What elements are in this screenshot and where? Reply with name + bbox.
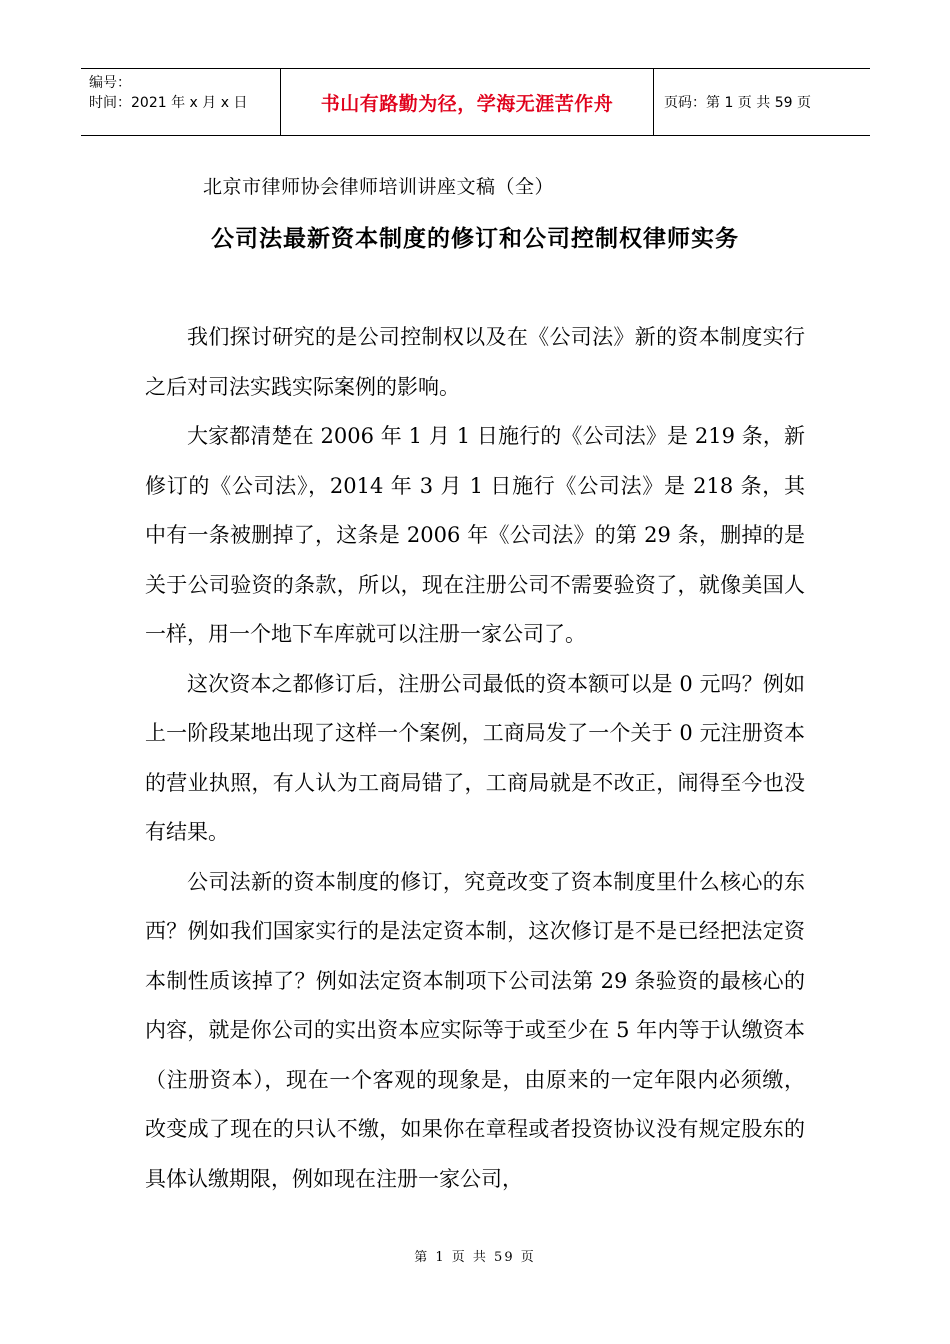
body-paragraph: 大家都清楚在 2006 年 1 月 1 日施行的《公司法》是 219 条，新修订的《公司法》，2014 年 3 月 1 日施行《公司法》是 218 条，其中有一条被删掉了，这条是 2006 年《公司法》的第 29 条，删掉的是关于公司验资的条款，所以，现在注册公司不需要验资了，就像美国人一样，用一个地下车库就可以注册一家公司了。: [145, 424, 805, 646]
body-paragraph: 公司法新的资本制度的修订，究竟改变了资本制度里什么核心的东西？例如我们国家实行的是法定资本制，这次修订是不是已经把法定资本制性质该掉了？例如法定资本制项下公司法第 29 条验资的最核心的内容，就是你公司的实出资本应实际等于或至少在 5 年内等于认缴资本（注册资本），现在一个客观的现象是，由原来的一定年限内必须缴，改变成了现在的只认不缴，如果你在章程或者投资协议没有规定股东的具体认缴期限，例如现在注册一家公司，: [145, 869, 805, 1191]
header-meta: [81, 69, 281, 135]
page-footer: 第 1 页 共 59 页: [414, 1250, 536, 1265]
body-paragraph: 我们探讨研究的是公司控制权以及在《公司法》新的资本制度实行之后对司法实践实际案例的影响。: [145, 325, 805, 399]
document-header: [81, 68, 870, 136]
document-body: [145, 313, 805, 1204]
body-paragraph: 这次资本之都修订后，注册公司最低的资本额可以是 0 元吗？例如上一阶段某地出现了这样一个案例，工商局发了一个关于 0 元注册资本的营业执照，有人认为工商局错了，工商局就是不改正，闹得至今也没有结果。: [145, 671, 805, 844]
document-number-label: 编号：: [89, 75, 131, 91]
document-title: 公司法最新资本制度的修订和公司控制权律师实务: [211, 226, 739, 252]
header-motto: 书山有路勤为径，学海无涯苦作舟: [281, 69, 654, 135]
header-page-info: 页码：第 1 页 共 59 页: [664, 95, 811, 111]
document-subtitle: 北京市律师协会律师培训讲座文稿（全）: [203, 176, 555, 198]
document-date-label: 时间：2021 年 x 月 x 日: [89, 95, 248, 111]
